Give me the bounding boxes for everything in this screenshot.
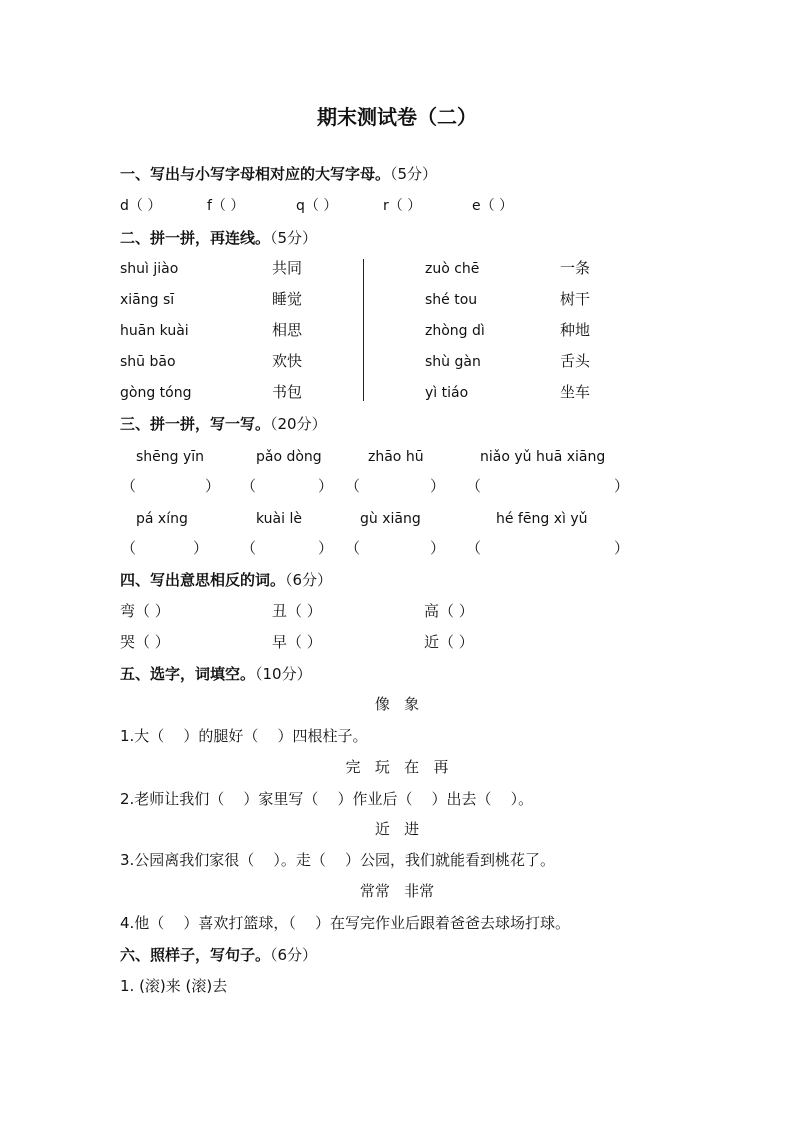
pinyin-prompt: kuài lè	[256, 511, 302, 527]
pinyin-prompt: gù xiāng	[360, 511, 421, 527]
section-3-heading	[120, 414, 327, 434]
letter-item: r（ ）	[383, 198, 422, 214]
section-1-points: （5分）	[390, 165, 438, 183]
antonym-item: 弯（ ）	[120, 602, 170, 620]
section-2-title: 二、拼一拼，再连线。	[120, 229, 271, 247]
answer-blank-open[interactable]: （	[466, 539, 482, 557]
section-4-heading	[120, 570, 332, 590]
right-word: 树干	[560, 290, 591, 308]
antonym-item: 近（ ）	[424, 633, 474, 651]
left-pinyin: gòng tóng	[120, 385, 192, 401]
left-pinyin: huān kuài	[120, 323, 189, 339]
letter-item: f（ ）	[207, 198, 245, 214]
example-sentence: 1. (滚)来 (滚)去	[120, 977, 228, 995]
right-pinyin: yì tiáo	[425, 385, 469, 401]
pinyin-prompt: hé fēng xì yǔ	[496, 511, 588, 527]
answer-blank-open[interactable]: （	[466, 477, 482, 495]
right-pinyin: zuò chē	[425, 261, 480, 277]
right-pinyin: shù gàn	[425, 354, 481, 370]
pinyin-prompt: shēng yīn	[136, 449, 205, 465]
left-word: 睡觉	[272, 290, 303, 308]
answer-blank-close: ）	[318, 539, 334, 557]
section-5-points: （10分）	[255, 665, 312, 683]
left-pinyin: xiāng sī	[120, 292, 175, 308]
left-word: 欢快	[272, 352, 303, 370]
antonym-item: 高（ ）	[424, 602, 474, 620]
section-6-points: （6分）	[270, 946, 318, 964]
fill-sentence: 4.他（ ）喜欢打篮球，（ ）在写完作业后跟着爸爸去球场打球。	[120, 914, 570, 932]
section-5-heading	[120, 664, 312, 684]
section-6-title: 六、照样子，写句子。	[120, 946, 271, 964]
answer-blank-close: ）	[318, 477, 334, 495]
left-word: 共同	[272, 259, 303, 277]
section-2-points: （5分）	[270, 229, 318, 247]
fill-sentence: 2.老师让我们（ ）家里写（ ）作业后（ ）出去（ ）。	[120, 790, 534, 808]
answer-blank-open[interactable]: （	[345, 539, 361, 557]
antonym-item: 哭（ ）	[120, 633, 170, 651]
left-pinyin: shū bāo	[120, 354, 176, 370]
right-word: 一条	[560, 259, 591, 277]
choice-words: 近 进	[374, 820, 420, 838]
letter-item: d（ ）	[120, 198, 162, 214]
section-5-title: 五、选字，词填空。	[120, 665, 256, 683]
answer-blank-close: ）	[430, 477, 446, 495]
answer-blank-open[interactable]: （	[121, 477, 137, 495]
fill-sentence: 1.大（ ）的腿好（ ）四根柱子。	[120, 727, 368, 745]
letter-item: q（ ）	[296, 198, 338, 214]
letter-item: e（ ）	[472, 198, 514, 214]
column-divider	[363, 259, 364, 401]
section-1-title: 一、写出与小写字母相对应的大写字母。	[120, 165, 391, 183]
answer-blank-close: ）	[205, 477, 221, 495]
pinyin-prompt: niǎo yǔ huā xiāng	[480, 449, 606, 465]
pinyin-prompt: pá xíng	[136, 511, 188, 527]
answer-blank-close: ）	[193, 539, 209, 557]
choice-words: 完 玩 在 再	[345, 758, 449, 776]
pinyin-prompt: zhāo hū	[368, 449, 424, 465]
section-6-heading	[120, 945, 317, 965]
answer-blank-close: ）	[614, 477, 630, 495]
antonym-item: 早（ ）	[272, 633, 322, 651]
answer-blank-close: ）	[430, 539, 446, 557]
section-4-points: （6分）	[285, 571, 333, 589]
answer-blank-open[interactable]: （	[345, 477, 361, 495]
section-2-heading	[120, 228, 317, 248]
answer-blank-open[interactable]: （	[121, 539, 137, 557]
left-word: 书包	[272, 383, 303, 401]
answer-blank-close: ）	[614, 539, 630, 557]
answer-blank-open[interactable]: （	[241, 477, 257, 495]
section-4-title: 四、写出意思相反的词。	[120, 571, 286, 589]
answer-blank-open[interactable]: （	[241, 539, 257, 557]
right-pinyin: shé tou	[425, 292, 478, 308]
choice-words: 常常 非常	[359, 882, 435, 900]
pinyin-prompt: pǎo dòng	[256, 449, 322, 465]
choice-words: 像 象	[374, 695, 420, 713]
antonym-item: 丑（ ）	[272, 602, 322, 620]
section-3-points: （20分）	[270, 415, 327, 433]
page-title: 期末测试卷（二）	[317, 105, 477, 129]
section-1-heading	[120, 164, 437, 184]
right-pinyin: zhòng dì	[425, 323, 485, 339]
right-word: 种地	[560, 321, 591, 339]
left-word: 相思	[272, 321, 303, 339]
right-word: 坐车	[560, 383, 591, 401]
section-3-title: 三、拼一拼，写一写。	[120, 415, 271, 433]
fill-sentence: 3.公园离我们家很（ ）。走（ ）公园，我们就能看到桃花了。	[120, 851, 555, 869]
right-word: 舌头	[560, 352, 591, 370]
left-pinyin: shuì jiào	[120, 261, 179, 277]
